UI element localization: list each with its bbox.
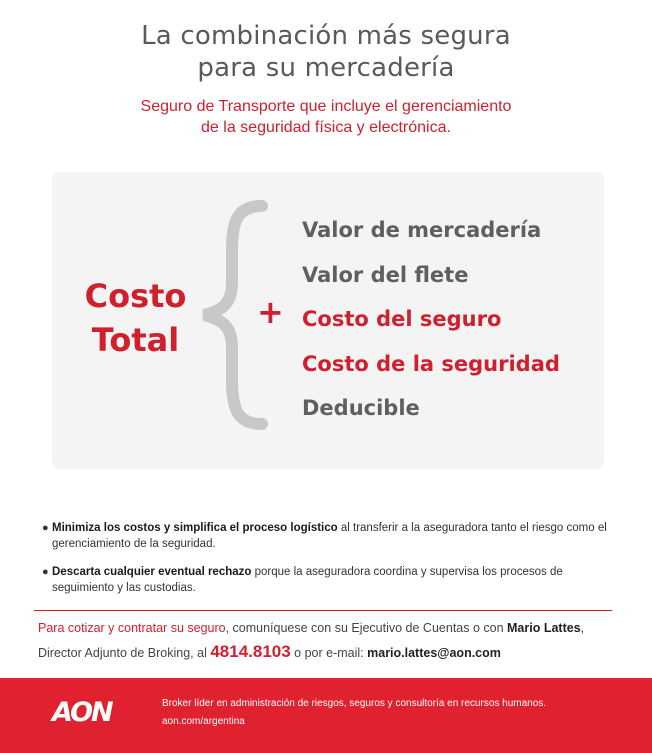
contact-lead: Para cotizar y contratar su seguro — [38, 621, 226, 635]
bullet-dot-icon: ● — [42, 522, 49, 534]
contact-line-2 — [38, 642, 628, 663]
subtitle — [0, 96, 652, 138]
contact-phone[interactable]: 4814.8103 — [210, 642, 291, 661]
benefit-bold: Minimiza los costos y simplifica el proceso logístico — [52, 522, 338, 534]
title-line-2: para su mercadería — [197, 53, 455, 83]
benefit-item — [42, 520, 622, 552]
cost-item-costo-seguridad: Costo de la seguridad — [302, 351, 560, 376]
total-line: Total — [91, 321, 180, 359]
bullet-dot-icon: ● — [42, 566, 49, 578]
benefit-text: al transferir a la aseguradora tanto el riesgo como el gerenciamiento de la seguridad. — [52, 522, 607, 550]
costo-total-label — [68, 274, 203, 362]
contact-role: Director Adjunto de Broking, al — [38, 646, 211, 660]
divider-line — [34, 610, 612, 611]
costo-line: Costo — [84, 277, 187, 315]
contact-email-lead: o por e-mail: — [290, 646, 368, 660]
aon-logo: AON — [52, 697, 112, 728]
contact-email-link[interactable]: mario.lattes@aon.com — [367, 646, 501, 660]
footer-tagline: Broker líder en administración de riesgos, seguros y consultoría en recursos humanos. — [162, 698, 547, 709]
contact-comma: , — [580, 621, 585, 635]
contact-block — [38, 618, 628, 663]
benefit-item — [42, 564, 622, 596]
benefit-bold: Descarta cualquier eventual rechazo — [52, 566, 252, 578]
cost-item-valor-mercaderia: Valor de mercadería — [302, 218, 542, 242]
cost-item-deducible: Deducible — [302, 396, 420, 420]
plus-sign: + — [257, 293, 284, 331]
cost-item-valor-flete: Valor del flete — [302, 262, 469, 287]
title-line-1: La combinación más segura — [141, 21, 511, 51]
contact-name: Mario Lattes — [507, 621, 581, 635]
cost-item-costo-seguro: Costo del seguro — [302, 307, 502, 331]
main-title — [0, 20, 652, 84]
footer-url-link[interactable]: aon.com/argentina — [162, 716, 245, 727]
footer-text — [162, 695, 546, 731]
benefit-text: porque la aseguradora coordina y supervisa los procesos de seguimiento y las custodias. — [52, 566, 563, 594]
cost-items-list — [302, 208, 560, 431]
contact-line-1 — [38, 618, 628, 638]
footer-bar — [0, 678, 652, 753]
subtitle-line-1: Seguro de Transporte que incluye el gerenciamiento — [140, 98, 512, 115]
subtitle-line-2: de la seguridad física y electrónica. — [201, 119, 451, 136]
benefits-list — [42, 520, 622, 608]
contact-lead-rest: , comuníquese con su Ejecutivo de Cuentas o con — [225, 621, 508, 635]
